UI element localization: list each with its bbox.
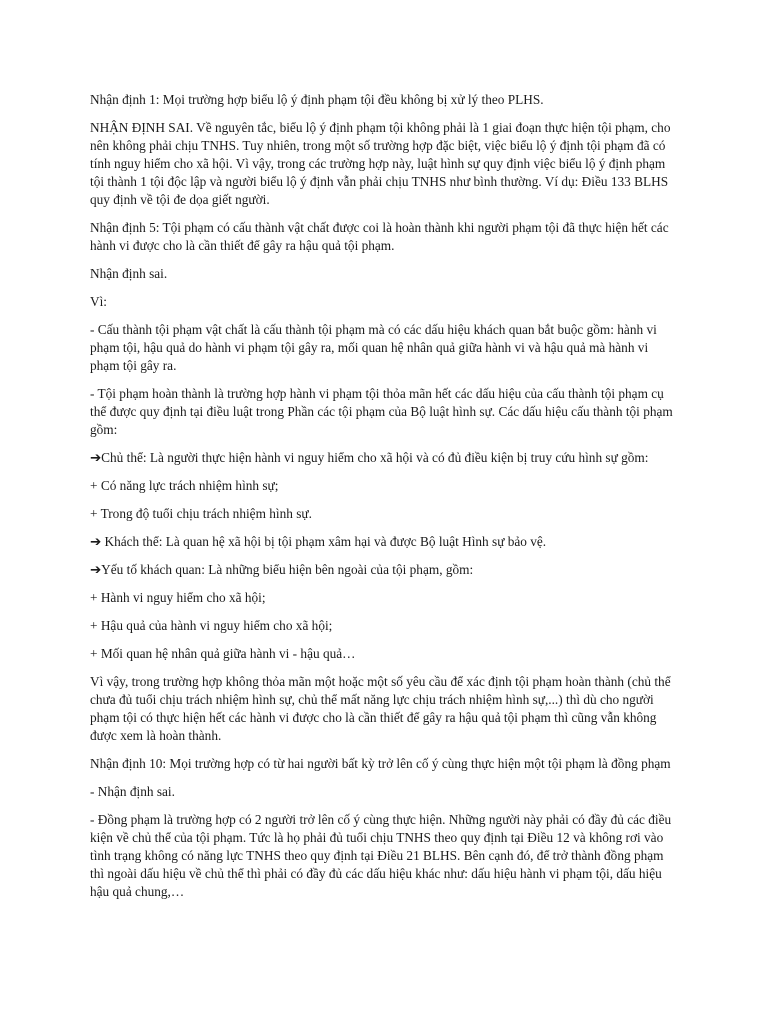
paragraph-statement-1-answer: NHẬN ĐỊNH SAI. Về nguyên tắc, biểu lộ ý định phạm tội không phải là 1 giai đoạn thực hiện tội phạm, cho nên không phải chịu TNHS. Tuy nhiên, trong một số trường hợp đặc biệt, việc biểu lộ ý định tội phạm đã có tính nguy hiểm cho xã hội. Vì vậy, trong các trường hợp này, luật hình sự quy định việc biểu lộ ý định phạm tội thành 1 tội độc lập và người biểu lộ ý định vẫn phải chịu TNHS như bình thường. Ví dụ: Điều 133 BLHS quy định về tội đe dọa giết người. [90,120,671,207]
paragraph-object: ➔ Khách thể: Là quan hệ xã hội bị tội phạm xâm hại và được Bộ luật Hình sự bảo vệ. [90,534,547,549]
paragraph-statement-10: Nhận định 10: Mọi trường hợp có từ hai người bất kỳ trở lên cố ý cùng thực hiện một tội phạm là đồng phạm [90,756,671,771]
paragraph-because: Vì: [90,294,107,309]
paragraph-conclusion: Vì vậy, trong trường hợp không thỏa mãn một hoặc một số yêu cầu để xác định tội phạm hoàn thành (chủ thể chưa đủ tuổi chịu trách nhiệm hình sự, chủ thể mất năng lực chịu trách nhiệm hình sự,...) thì dù cho người phạm tội có thực hiện hết các hành vi được cho là cần thiết để gây ra hậu quả tội phạm thì cũng vẫn không được xem là hoàn thành. [90,674,671,743]
paragraph-statement-10-verdict: - Nhận định sai. [90,784,175,799]
list-item-capacity: + Có năng lực trách nhiệm hình sự; [90,478,279,493]
list-item-dangerous-act: + Hành vi nguy hiểm cho xã hội; [90,590,266,605]
paragraph-material-crime-definition: - Cấu thành tội phạm vật chất là cấu thành tội phạm mà có các dấu hiệu khách quan bắt buộc gồm: hành vi phạm tội, hậu quả do hành vi phạm tội gây ra, mối quan hệ nhân quả giữa hành vi và hậu quả mà hành vi phạm tội gây ra. [90,322,657,373]
paragraph-objective-element: ➔Yếu tố khách quan: Là những biểu hiện bên ngoài của tội phạm, gồm: [90,562,474,577]
paragraph-accomplice-explanation: - Đồng phạm là trường hợp có 2 người trở lên cố ý cùng thực hiện. Những người này phải có đầy đủ các điều kiện về chủ thể của tội phạm. Tức là họ phải đủ tuổi chịu TNHS theo quy định tại Điều 12 và không rơi vào tình trạng không có năng lực TNHS theo quy định tại Điều 21 BLHS. Bên cạnh đó, để trở thành đồng phạm thì ngoài dấu hiệu về chủ thể thì phải có đầy đủ các dấu hiệu khác như: dấu hiệu hành vi phạm tội, dấu hiệu hậu quả chung,… [90,812,672,899]
paragraph-statement-1: Nhận định 1: Mọi trường hợp biểu lộ ý định phạm tội đều không bị xử lý theo PLHS. [90,92,544,107]
list-item-causal-link: + Mối quan hệ nhân quả giữa hành vi - hậu quả… [90,646,356,661]
document-body [90,91,680,911]
paragraph-statement-5: Nhận định 5: Tội phạm có cấu thành vật chất được coi là hoàn thành khi người phạm tội đã thực hiện hết các hành vi được cho là cần thiết để gây ra hậu quả tội phạm. [90,220,669,253]
paragraph-statement-5-verdict: Nhận định sai. [90,266,168,281]
paragraph-subject: ➔Chủ thể: Là người thực hiện hành vi nguy hiểm cho xã hội và có đủ điều kiện bị truy cứu hình sự gồm: [90,450,649,465]
paragraph-completed-crime-definition: - Tội phạm hoàn thành là trường hợp hành vi phạm tội thỏa mãn hết các dấu hiệu của cấu thành tội phạm cụ thể được quy định tại điều luật trong Phần các tội phạm của Bộ luật hình sự. Các dấu hiệu cấu thành tội phạm gồm: [90,386,673,437]
list-item-age: + Trong độ tuổi chịu trách nhiệm hình sự. [90,506,312,521]
list-item-consequence: + Hậu quả của hành vi nguy hiểm cho xã hội; [90,618,333,633]
